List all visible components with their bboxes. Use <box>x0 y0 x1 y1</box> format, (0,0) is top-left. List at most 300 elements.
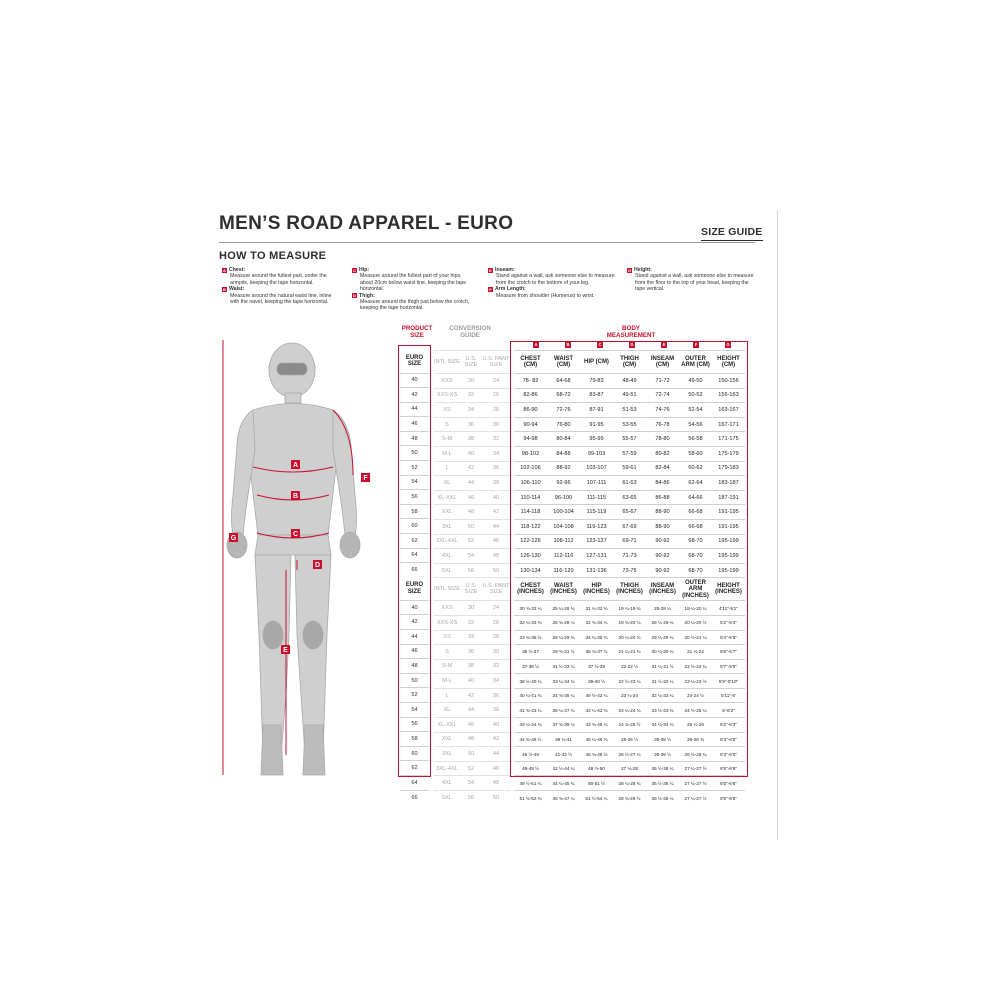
inch-row <box>514 747 745 762</box>
cm-row-cell: 54-56 <box>679 417 712 432</box>
cm-row <box>514 461 745 476</box>
cm-row-cell: 53-55 <box>613 417 646 432</box>
cm-row <box>514 417 745 432</box>
svg-text:B: B <box>292 493 299 500</box>
cm-row-cell: 49-50 <box>679 374 712 389</box>
cm-header-row-cell: INSEAM (CM) <box>646 351 679 374</box>
inch-row-cell: 6'5"-6'6" <box>712 761 745 776</box>
cm-row-cell: 163-167 <box>712 403 745 418</box>
conv-row <box>434 432 510 447</box>
inch-row-cell: 45 ¾-47 ¼ <box>547 791 580 806</box>
euro-row-cell: 48 <box>400 431 429 446</box>
cm-row-cell: 62-64 <box>679 476 712 491</box>
inch-row-cell: 32 ¼-33 ¼ <box>646 688 679 703</box>
cm-row-cell: 83-87 <box>580 388 613 403</box>
title-rule <box>219 242 755 243</box>
cm-row-cell: 111-115 <box>580 490 613 505</box>
cm-row-cell: 56-58 <box>679 432 712 447</box>
cm-row-cell: 67-69 <box>613 519 646 534</box>
euro-row-cell: 48 <box>400 659 429 674</box>
euro-row <box>400 702 429 717</box>
cm-row <box>514 476 745 491</box>
measure-inseam: E Inseam: Stand against a wall, ask someone else to measure from the crotch to the bottom of your leg. F Arm Length: Measure from shoulder (Humerus) to wrist. <box>489 267 615 299</box>
cm-row-cell: 116-120 <box>547 563 580 578</box>
col-letter-a: A <box>534 342 538 347</box>
conv-row-cell: 26 <box>482 388 510 403</box>
euro-row <box>400 790 429 805</box>
cm-row-cell: 64-66 <box>679 490 712 505</box>
euro-row <box>400 402 429 417</box>
euro-row-cell: 58 <box>400 732 429 747</box>
conv-row-cell: XXL <box>434 505 460 520</box>
cm-row-cell: 68-70 <box>679 563 712 578</box>
cm-row-cell: 57-59 <box>613 446 646 461</box>
cm-row-cell: 69-71 <box>613 534 646 549</box>
inch-row-cell: 29 ¼-29 ¾ <box>646 630 679 645</box>
svg-text:C: C <box>292 531 299 538</box>
conv-row <box>434 374 510 389</box>
cm-row <box>514 403 745 418</box>
cm-row-cell: 80-84 <box>547 432 580 447</box>
euro-row-cell: 64 <box>400 775 429 790</box>
euro-header-row-cell: EURO SIZE <box>405 582 424 595</box>
euro-row <box>400 446 429 461</box>
euro-row <box>400 519 429 534</box>
euro-row-cell: 46 <box>400 644 429 659</box>
inch-row-cell: 35 ½-36 ¼ <box>646 776 679 791</box>
euro-row <box>400 534 429 549</box>
conv-row-cell: 36 <box>482 688 510 703</box>
inch-row <box>514 659 745 674</box>
conv-header-row-cell: INTL SIZE <box>434 351 460 374</box>
conv-row-cell: 30 <box>460 374 482 389</box>
conv-row <box>434 549 510 564</box>
conv-row <box>434 630 510 645</box>
cm-row-cell: 98-102 <box>514 446 547 461</box>
cm-row-cell: 122-126 <box>514 534 547 549</box>
euro-row <box>400 600 429 615</box>
inch-row-cell: 22-22 ½ <box>613 659 646 674</box>
cm-row-cell: 103-107 <box>580 461 613 476</box>
conv-row-cell: 54 <box>460 776 482 791</box>
inch-row-cell: 32 ¼-33 ¾ <box>514 615 547 630</box>
cm-row-cell: 63-65 <box>613 490 646 505</box>
euro-row-cell: 54 <box>400 702 429 717</box>
cm-row <box>514 563 745 578</box>
cm-row-cell: 191-195 <box>712 505 745 520</box>
inch-row-cell: 31 ½-32 ¼ <box>646 674 679 689</box>
measure-hip: C Hip: Measure around the fullest part of your hips, about 20cm below waist line, keeping the tape horizontal. D Thigh: Measure around the thigh just below the crotch, keeping the tape horizontal. <box>353 267 470 312</box>
inch-row-cell: 28-28 ¼ <box>646 601 679 616</box>
inch-header-row-cell: HEIGHT (INCHES) <box>712 578 745 601</box>
letter-f-icon: F <box>489 286 492 292</box>
euro-row <box>400 504 429 519</box>
conv-row-cell: 48 <box>460 505 482 520</box>
inch-row-cell: 27 ¼-27 ½ <box>679 791 712 806</box>
euro-header-row <box>400 577 429 600</box>
cm-row-cell: 82-84 <box>646 461 679 476</box>
inch-row-cell: 6'-6'2" <box>712 703 745 718</box>
page-divider <box>777 210 778 840</box>
cm-row-cell: 92-96 <box>547 476 580 491</box>
cm-row-cell: 107-111 <box>580 476 613 491</box>
letter-c-icon: C <box>353 267 356 273</box>
inch-header-row <box>514 578 745 601</box>
cm-row-cell: 183-187 <box>712 476 745 491</box>
inch-row-cell: 33 ½-33 ¾ <box>646 703 679 718</box>
conv-row-cell: L <box>434 461 460 476</box>
conv-row <box>434 534 510 549</box>
inch-row-cell: 34 ¼-35 ¾ <box>580 630 613 645</box>
euro-row <box>400 717 429 732</box>
euro-row <box>400 615 429 630</box>
conv-row-cell: XS <box>434 403 460 418</box>
cm-row-cell: 90-94 <box>514 417 547 432</box>
conv-row-cell: 52 <box>460 761 482 776</box>
euro-row <box>400 688 429 703</box>
inch-row-cell: 33 ¾-35 ½ <box>514 630 547 645</box>
svg-text:G: G <box>230 535 237 542</box>
conv-row-cell: 36 <box>482 461 510 476</box>
conv-row <box>434 703 510 718</box>
conv-row-cell: 38 <box>482 703 510 718</box>
conv-row-cell: 38 <box>460 432 482 447</box>
conversion-guide-header: CONVERSION GUIDE <box>449 325 491 339</box>
svg-text:F: F <box>363 475 368 482</box>
euro-row <box>400 775 429 790</box>
conv-row-cell: XXS <box>434 601 460 616</box>
conv-row-cell: XXS <box>434 374 460 389</box>
cm-row-cell: 91-95 <box>580 417 613 432</box>
conv-row <box>434 563 510 578</box>
cm-row-cell: 84-88 <box>547 446 580 461</box>
cm-header-row <box>514 351 745 374</box>
conv-row <box>434 446 510 461</box>
conv-row <box>434 417 510 432</box>
euro-row <box>400 746 429 761</box>
conv-row <box>434 519 510 534</box>
conv-row-cell: 4XL <box>434 549 460 564</box>
inch-row-cell: 26 ½-26 ¾ <box>679 747 712 762</box>
conv-row-cell: 34 <box>482 674 510 689</box>
cm-row-cell: 195-199 <box>712 534 745 549</box>
inch-row-cell: 31 ¼-31 ½ <box>646 659 679 674</box>
inch-row-cell: 23 ¼-24 <box>613 688 646 703</box>
body-measurement-header: BODY MEASUREMENT <box>606 325 656 339</box>
conv-row-cell: XXS-XS <box>434 615 460 630</box>
conv-row <box>434 615 510 630</box>
inch-row <box>514 791 745 806</box>
cm-row-cell: 187-191 <box>712 490 745 505</box>
cm-header-row-cell: WAIST (CM) <box>547 351 580 374</box>
cm-row-cell: 90-92 <box>646 549 679 564</box>
conv-row-cell: 44 <box>460 476 482 491</box>
conv-row <box>434 718 510 733</box>
conv-row-cell: 26 <box>482 615 510 630</box>
inch-row-cell: 41-42 ½ <box>547 747 580 762</box>
inch-row-cell: 6'3"-6'5" <box>712 747 745 762</box>
conv-row-cell: 34 <box>460 630 482 645</box>
size-guide-label: SIZE GUIDE <box>701 226 763 241</box>
euro-row <box>400 490 429 505</box>
inch-row-cell: 39 ¼-41 <box>547 732 580 747</box>
inch-row-cell: 42 ½-44 ¼ <box>547 761 580 776</box>
conv-row-cell: 40 <box>460 446 482 461</box>
inch-row <box>514 688 745 703</box>
svg-text:A: A <box>292 462 299 469</box>
conv-row-cell: 48 <box>482 776 510 791</box>
conv-row-cell: 44 <box>482 747 510 762</box>
conv-row-cell: 38 <box>482 476 510 491</box>
cm-row-cell: 51-53 <box>613 403 646 418</box>
product-size-header: PRODUCT SIZE <box>401 325 433 339</box>
inch-row-cell: 31 ½-33 ¼ <box>547 659 580 674</box>
conv-row <box>434 791 510 806</box>
inch-row-cell: 35 ½-37 <box>514 645 547 660</box>
conv-row-cell: 36 <box>460 417 482 432</box>
cm-row-cell: 131-136 <box>580 563 613 578</box>
cm-row <box>514 446 745 461</box>
inch-row-cell: 48 ½-50 <box>580 761 613 776</box>
inch-row-cell: 51 ¼-52 ¾ <box>514 791 547 806</box>
euro-row <box>400 673 429 688</box>
cm-row-cell: 90-92 <box>646 563 679 578</box>
cm-row-cell: 195-199 <box>712 549 745 564</box>
inch-row <box>514 776 745 791</box>
conv-row-cell: 30 <box>482 417 510 432</box>
conv-row <box>434 645 510 660</box>
letter-d-icon: D <box>353 293 356 299</box>
measure-chest: A Chest: Measure around the fullest part, under the armpits, keeping the tape horizontal. B Waist: Measure around the natural waist line, inline with the navel, keeping the tape horizontal. <box>223 267 332 306</box>
cm-row-cell: 52-54 <box>679 403 712 418</box>
cm-row <box>514 549 745 564</box>
conv-row-cell: 42 <box>482 505 510 520</box>
inch-row-cell: 44 ¾-46 ½ <box>514 732 547 747</box>
inch-row-cell: 50-51 ½ <box>580 776 613 791</box>
inch-row-cell: 6'3"-6'5" <box>712 732 745 747</box>
conv-header-row-cell: U.S. SIZE <box>460 351 482 374</box>
cm-row-cell: 73-75 <box>613 563 646 578</box>
cm-row-cell: 100-104 <box>547 505 580 520</box>
inch-row-cell: 48-49 ½ <box>514 761 547 776</box>
inch-row-cell: 5'2"-5'4" <box>712 615 745 630</box>
euro-header-row-cell: EURO SIZE <box>405 354 424 368</box>
conv-row <box>434 476 510 491</box>
conv-row <box>434 674 510 689</box>
euro-row-cell: 54 <box>400 475 429 490</box>
inch-row-cell: 34 ¾-36 ¼ <box>547 688 580 703</box>
conv-row <box>434 659 510 674</box>
euro-row <box>400 373 429 388</box>
page-title: MEN’S ROAD APPAREL - EURO <box>219 213 514 234</box>
inch-row-cell: 5'4"-5'5" <box>712 630 745 645</box>
conv-row-cell: 32 <box>482 659 510 674</box>
euro-row <box>400 417 429 432</box>
inch-row-cell: 30 ¼-30 ¾ <box>646 645 679 660</box>
conv-row-cell: 30 <box>460 601 482 616</box>
inch-row-cell: 35-35 ½ <box>646 747 679 762</box>
inch-row-cell: 5'9"-5'10" <box>712 674 745 689</box>
euro-row <box>400 732 429 747</box>
inch-row-cell: 6'5"-6'6" <box>712 791 745 806</box>
inch-row-cell: 36 ¼-37 ¾ <box>547 703 580 718</box>
cm-header-row-cell: THIGH (CM) <box>613 351 646 374</box>
body-measurement-table <box>514 350 745 805</box>
inch-row-cell: 22 ½-23 ¼ <box>613 674 646 689</box>
inch-row-cell: 46 ¾-48 ½ <box>580 747 613 762</box>
conv-row-cell: 32 <box>460 615 482 630</box>
inch-row-cell: 44 ¼-45 ¾ <box>547 776 580 791</box>
conv-row-cell: 48 <box>460 732 482 747</box>
euro-row-cell: 40 <box>400 600 429 615</box>
cm-row-cell: 106-110 <box>514 476 547 491</box>
conv-row-cell: 50 <box>460 519 482 534</box>
inch-row-cell: 21 ¼-22 <box>679 645 712 660</box>
cm-row-cell: 108-112 <box>547 534 580 549</box>
inch-row-cell: 28 ¼-28 ¾ <box>613 776 646 791</box>
cm-row <box>514 490 745 505</box>
conv-row-cell: 42 <box>482 732 510 747</box>
cm-row-cell: 171-175 <box>712 432 745 447</box>
cm-row-cell: 96-100 <box>547 490 580 505</box>
cm-row <box>514 388 745 403</box>
cm-row-cell: 72-74 <box>646 388 679 403</box>
cm-row-cell: 150-156 <box>712 374 745 389</box>
conv-row-cell: 3XL <box>434 747 460 762</box>
cm-header-row-cell: OUTER ARM (CM) <box>679 351 712 374</box>
cm-row-cell: 167-171 <box>712 417 745 432</box>
inch-row-cell: 29 ¾-31 ½ <box>547 645 580 660</box>
conv-row-cell: S-M <box>434 432 460 447</box>
inch-row-cell: 21 ¼-21 ¾ <box>613 645 646 660</box>
inch-row-cell: 27 ¼-27 ½ <box>679 776 712 791</box>
conv-row-cell: 30 <box>482 645 510 660</box>
conv-row-cell: 32 <box>482 432 510 447</box>
euro-size-table <box>400 350 429 805</box>
inch-row-cell: 37 ½-39 <box>580 659 613 674</box>
conv-row-cell: 28 <box>482 630 510 645</box>
cm-row-cell: 112-116 <box>547 549 580 564</box>
cm-row-cell: 78- 82 <box>514 374 547 389</box>
inch-row-cell: 35 ½-36 ¼ <box>646 761 679 776</box>
conv-row-cell: 34 <box>460 403 482 418</box>
conv-row-cell: 3XL <box>434 519 460 534</box>
inch-row-cell: 30 ¾-32 ¼ <box>514 601 547 616</box>
inch-row-cell: 24-24 ½ <box>679 688 712 703</box>
conv-row-cell: 42 <box>460 688 482 703</box>
conv-row-cell: 46 <box>482 761 510 776</box>
conv-row-cell: 3XL-4XL <box>434 534 460 549</box>
cm-row-cell: 104-108 <box>547 519 580 534</box>
cm-row-cell: 72-76 <box>547 403 580 418</box>
inch-row-cell: 24 ¾-25 ½ <box>613 718 646 733</box>
conv-row-cell: 42 <box>460 461 482 476</box>
euro-row <box>400 461 429 476</box>
conv-header-row-cell: U.S. PANT SIZE <box>482 351 510 374</box>
euro-row-cell: 66 <box>400 790 429 805</box>
conv-row <box>434 601 510 616</box>
conv-row-cell: 32 <box>460 388 482 403</box>
inch-row-cell: 45 ¼-46 ¾ <box>580 732 613 747</box>
inch-row-cell: 25 ¼-26 ¾ <box>547 601 580 616</box>
cm-row-cell: 66-68 <box>679 505 712 520</box>
conv-row-cell: XL-XXL <box>434 718 460 733</box>
inch-row <box>514 732 745 747</box>
letter-b-icon: B <box>223 286 226 292</box>
inch-row-cell: 27 ¼-27 ½ <box>679 761 712 776</box>
inch-row-cell: 20 ½-21 ¼ <box>679 630 712 645</box>
euro-row <box>400 431 429 446</box>
conv-row-cell: 40 <box>460 674 482 689</box>
cm-row <box>514 374 745 389</box>
euro-row-cell: 62 <box>400 534 429 549</box>
euro-row-cell: 52 <box>400 688 429 703</box>
conv-row-cell: S <box>434 645 460 660</box>
conv-row-cell: 5XL <box>434 791 460 806</box>
inch-row-cell: 35 ¾-37 ½ <box>580 645 613 660</box>
conv-header-row-cell: U.S. PANT SIZE <box>482 578 510 601</box>
euro-row-cell: 56 <box>400 490 429 505</box>
inch-row-cell: 23 ¼-23 ½ <box>679 674 712 689</box>
conv-row-cell: 46 <box>460 490 482 505</box>
euro-row <box>400 388 429 403</box>
conv-row-cell: 46 <box>482 534 510 549</box>
conv-row <box>434 747 510 762</box>
conv-row-cell: S <box>434 417 460 432</box>
conv-header-row-cell: INTL SIZE <box>434 578 460 601</box>
inch-header-row-cell: HIP (INCHES) <box>580 578 613 601</box>
measurement-figure-illustration <box>213 335 378 795</box>
inch-row-cell: 33 ¼-34 ¾ <box>547 674 580 689</box>
conv-row <box>434 776 510 791</box>
inch-row-cell: 43 ¾-45 ¼ <box>580 718 613 733</box>
conv-row-cell: 52 <box>460 534 482 549</box>
cm-row-cell: 65-67 <box>613 505 646 520</box>
cm-row-cell: 119-123 <box>580 519 613 534</box>
cm-row-cell: 195-199 <box>712 563 745 578</box>
cm-row-cell: 179-183 <box>712 461 745 476</box>
cm-row-cell: 71-72 <box>646 374 679 389</box>
cm-row-cell: 79-83 <box>580 374 613 389</box>
inch-row-cell: 19 ¼-20 ¼ <box>679 601 712 616</box>
cm-row-cell: 78-80 <box>646 432 679 447</box>
inch-row-cell: 35 ½-36 ¼ <box>646 791 679 806</box>
conv-row-cell: 50 <box>460 747 482 762</box>
inch-row-cell: 19 ¾-20 ¼ <box>613 615 646 630</box>
cm-row-cell: 64-68 <box>547 374 580 389</box>
inch-row-cell: 26-26 ½ <box>613 732 646 747</box>
inch-row-cell: 28 ¼-29 ¼ <box>646 615 679 630</box>
conv-row-cell: XL <box>434 476 460 491</box>
conv-header-row-cell: U.S. SIZE <box>460 578 482 601</box>
cm-row-cell: 76-80 <box>547 417 580 432</box>
cm-row-cell: 127-131 <box>580 549 613 564</box>
cm-row-cell: 86-90 <box>514 403 547 418</box>
euro-row-cell: 42 <box>400 615 429 630</box>
svg-text:E: E <box>283 647 288 654</box>
euro-row <box>400 630 429 645</box>
conv-row-cell: 34 <box>482 446 510 461</box>
inch-row-cell: 28 ¾-29 ½ <box>613 791 646 806</box>
letter-e-icon: E <box>489 267 492 273</box>
inch-row <box>514 645 745 660</box>
inch-row-cell: 5'6"-5'7" <box>712 645 745 660</box>
conv-row-cell: XL-XXL <box>434 490 460 505</box>
euro-row-cell: 50 <box>400 446 429 461</box>
cm-row <box>514 432 745 447</box>
conv-row-cell: 4XL <box>434 776 460 791</box>
cm-row-cell: 94-98 <box>514 432 547 447</box>
